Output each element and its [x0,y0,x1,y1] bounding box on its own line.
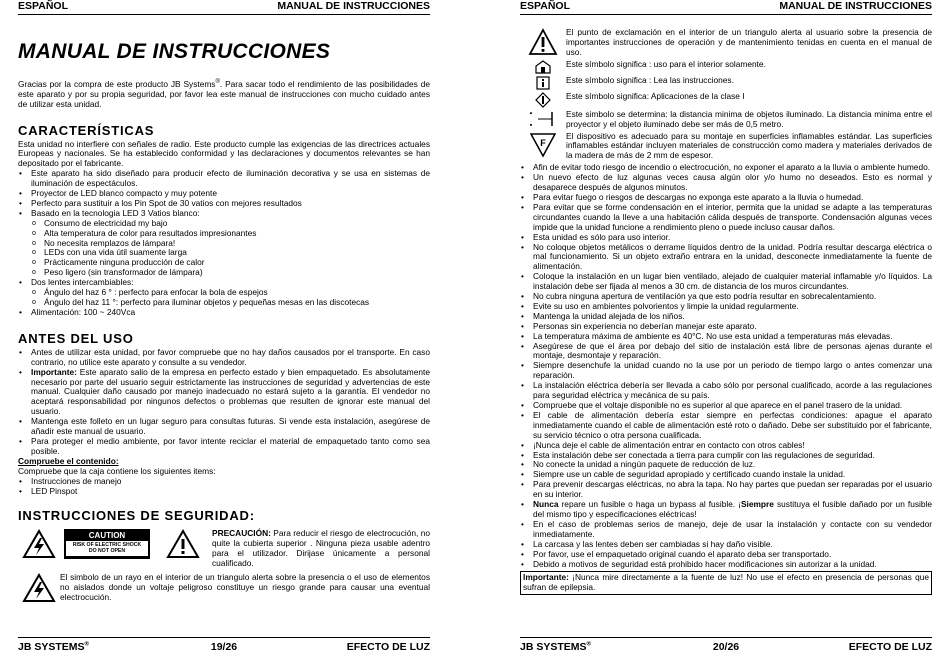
footer-brand: JB SYSTEMS® [18,641,89,653]
caution-subtitle-2: DO NOT OPEN [88,548,126,555]
list-item: • Este aparato ha sido diseñado para producir efecto de iluminación decorativa y se usa en sistemas de iluminación de espectáculos. [18,169,430,189]
header-language: ESPAÑOL [18,0,68,12]
symbol-text: El punto de exclamación en el interior de un triangulo alerta al usuario sobre la presencia de importantes instrucciones de operación y de mantenimiento tenidas en cuenta en el manual de uso. [566,27,932,57]
list-item: o Ángulo del haz 6 ° : perfecto para enfocar la bola de espejos [18,288,430,298]
list-item: o Ángulo del haz 11 °: perfecto para iluminar objetos y pequeñas mesas en las discotecas [18,298,430,308]
list-item: • Importante: Este aparato salio de la empresa en perfecto estado y bien empaquetado. Es absolutamente necesario por parte del usuario seguir estrictamente las instrucciones de seguridad y advertencias de este manual. Cualquier daño causado por manejo inadecuado no estará sujeto a la garantía. El vendedor no aceptará responsabilidad por ningunos defectos o problemas que resulten de ignorar este manual del usuario. [18,368,430,418]
list-item: • No coloque objetos metálicos o derrame líquidos dentro de la unidad. Podría resultar descarga eléctrica o mal funcionamiento. Si un objeto extraño entrara en la unidad, desconecte inmediatamente la fuente de alimentación. [520,243,932,273]
list-item: • Compruebe que el voltaje disponible no es superior al que aparece en el panel trasero de la unidad. [520,401,932,411]
list-item: • La carcasa y las lentes deben ser cambiadas si hay daño visible. [520,540,932,550]
list-item: • La instalación eléctrica debería ser llevada a cabo sólo por personal cualificado, acorde a las regulaciones para seguridad eléctrica y mecánica de su país. [520,381,932,401]
header-language: ESPAÑOL [520,0,570,12]
list-item: • Por favor, use el empaquetado original cuando el aparato deba ser transportado. [520,550,932,560]
list-item: o Peso ligero (sin transformador de lámpara) [18,268,430,278]
list-item: • Personas sin experiencia no deberían manejar este aparato. [520,322,932,332]
list-item: • La temperatura máxima de ambiente es 40°C. No use esta unidad a temperaturas más elevadas. [520,332,932,342]
list-item: • Proyector de LED blanco compacto y muy potente [18,189,430,199]
intro-paragraph: Gracias por la compra de este producto JB Systems®. Para sacar todo el rendimiento de las posibilidades de este aparato y por su propia seguridad, por favor lea este manual de instrucciones con mucho cuidado antes de utilizar esta unidad. [18,78,431,109]
svg-text:F: F [540,137,546,148]
list-item: • Mantenga este folleto en un lugar seguro para consultas futuras. Si vende esta instalación, asegúrese de añadir este manual de usuario. [18,417,430,437]
list-item: • Dos lentes intercambiables: o Ángulo del haz 6 ° : perfecto para enfocar la bola de espejos o Ángulo del haz 11 °: perfecto para iluminar objetos y pequeñas mesas en las discotecas [18,278,430,308]
list-item: • Siempre desenchufe la unidad cuando no la use por un periodo de tiempo largo o antes comenzar una reparación. [520,361,932,381]
symbol-row [520,76,932,90]
list-item: • Evite su uso en ambientes polvorientos y limpie la unidad regularmente. [520,302,932,312]
safety-heading: INSTRUCCIONES DE SEGURIDAD: [18,508,255,524]
lightning-triangle-icon [18,573,60,603]
page-header [18,0,430,15]
page-footer [520,637,932,654]
list-item: • ¡Nunca deje el cable de alimentación entrar en contacto con otros cables! [520,441,932,451]
contents-list [18,477,430,497]
precaution-text: PRECAUCIÓN: Para reducir el riesgo de electrocución, no quite la cubierta superior . Ninguna pieza usable adentro para el utilizador. Dirijase únicamente a personal cualificado. [212,528,430,569]
symbol-text: Este simbolo se determina: la distancia minima de objetos iluminado. La distancia minima entre el proyector y el objeto iluminado debe ser más de 0,5 metro. [566,108,932,129]
indoor-use-icon [520,60,566,74]
contents-heading: Compruebe el contenido: [18,455,119,466]
features-list [18,169,430,318]
list-item: o Consumo de electricidad my bajo [18,219,430,229]
important-note: Importante: ¡Nunca mire directamente a la fuente de luz! No use el efecto en presencia de personas que sufran de epilepsia. [520,571,932,595]
before-use-heading: ANTES DEL USO [18,330,134,346]
list-item: o No necesita remplazos de lámpara! [18,239,430,249]
list-item: • El cable de alimentación debería estar siempre en perfectas condiciones: apague el aparato inmediatamente cuando el cable de alimentación esté roto o dañado. Debe ser substituido por el fabricante, su servicio técnico o otra persona cualificada. [520,411,932,441]
list-item: • Basado en la tecnologia LED 3 Vatios blanco: o Consumo de electricidad my bajo o Alta temperatura de color para resultados impresionantes o No necesita remplazos de lámpara! o LEDs con una vida útil suamente larga o Prácticamente ninguna producción de calor o Peso ligero (sin transformador de lámpara) [18,209,430,278]
list-item: • Para proteger el medio ambiente, por favor intente reciclar el material de empaquetado tanto como sea posible. [18,437,430,457]
list-item: • Para evitar que se forme condensación en el interior, permita que la unidad se adapte a las temperaturas circundantes cuando la lleve a una habitación cálida después de transporte. Condensación algunas veces impide que la unidad funcione a rendimiento pleno o puede incluso causar daños. [520,203,932,233]
caution-row [18,529,430,569]
list-item: • No cubra ninguna apertura de ventilación ya que esto podría resultar en sobrecalentamiento. [520,292,932,302]
list-item: • LED Pinspot [18,487,430,497]
caution-label [64,529,150,559]
symbol-row [520,92,932,108]
symbol-text: Este símbolo significa : Lea las instrucciones. [566,74,734,85]
list-item: • Para evitar fuego o riesgos de descargas no exponga este aparato a la lluvia o humedad. [520,193,932,203]
page-number: 19/26 [210,641,238,653]
list-item: • Mantenga la unidad alejada de los niños. [520,312,932,322]
list-item: • Afin de evitar todo riesgo de incendio o electrocución, no exponer el aparato a la lluvia o ambiente humedo. [520,163,932,173]
contents-intro: Compruebe que la caja contiene los siguientes items: [18,465,216,476]
list-item: o Prácticamente ninguna producción de calor [18,258,430,268]
features-heading: CARACTERÍSTICAS [18,122,155,138]
lightning-triangle-icon [18,529,60,569]
exclamation-triangle-icon [154,529,212,569]
symbol-text: Este símbolo significa : uso para el interior solamente. [566,58,766,69]
symbol-row [520,132,932,162]
lightning-text: El simbolo de un rayo en el interior de un triangulo alerta sobre la presencia o el uso de elementos no aislados donde un voltaje peligroso constituye un riesgo grande para causar una eventual electrocución. [60,572,430,602]
features-intro: Esta unidad no interfiere con señales de radio. Este producto cumple las exigencias de las directrices actuales Europeas y nacionales. Se ha establecido conformidad y las declaraciones y documentos relevantes se han depositado por el fabricante. [18,138,430,169]
min-distance-icon [520,110,566,128]
class-one-icon [520,92,566,108]
list-item: • Siempre use un cable de seguridad apropiado y certificado cuando instale la unidad. [520,470,932,480]
manual-title: MANUAL DE INSTRUCCIONES [18,40,331,63]
list-item: o LEDs con una vida útil suamente larga [18,248,430,258]
header-title: MANUAL DE INSTRUCCIONES [277,0,430,12]
page-left [18,0,430,654]
list-item: • Debido a motivos de seguridad está prohibido hacer modificaciones sin autorizar a la unidad. [520,560,932,570]
symbol-text: Este símbolo significa: Aplicaciones de la clase I [566,90,745,101]
list-item: • Antes de utilizar esta unidad, por favor compruebe que no hay daños causados por el transporte. En caso contrario, no utilice este aparato y consulte a su vendedor. [18,348,430,368]
list-item: • Coloque la instalación en un lugar bien ventilado, alejado de cualquier material inflamable y/o líquidos. La instalación debe ser fijada al menos a 30 cm. de distancia de los muros circundantes. [520,272,932,292]
list-item: • No conecte la unidad a ningún paquete de reducción de luz. [520,460,932,470]
lenses-sublist [18,288,430,308]
list-item: • Asegúrese de que el área por debajo del sitio de instalación está libre de personas ajenas durante el montaje, desmontaje y reparación. [520,342,932,362]
exclamation-triangle-icon [520,28,566,56]
list-item: • Perfecto para sustituir a los Pin Spot de 30 vatios con mejores resultados [18,199,430,209]
symbol-row [520,60,932,74]
footer-brand: JB SYSTEMS® [520,641,591,653]
safety-list [520,163,932,569]
list-item: • Instrucciones de manejo [18,477,430,487]
page-body [520,28,932,595]
before-use-list [18,348,430,457]
page-number: 20/26 [712,641,740,653]
page-body [18,40,430,603]
list-item: • Para prevenir descargas eléctricas, no abra la tapa. No hay partes que puedan ser reparadas por el usuario en su interior. [520,480,932,500]
caution-subtitle: RISK OF ELECTRIC SHOCK [72,542,142,549]
symbol-row [520,28,932,58]
list-item: • En el caso de problemas serios de manejo, deje de usar la instalación y contacte con su vendedor inmediatamente. [520,520,932,540]
footer-product: EFECTO DE LUZ [346,641,430,653]
caution-title: CAUTION [88,531,126,541]
list-item: o Alta temperatura de color para resultados impresionantes [18,229,430,239]
lightning-row [18,573,430,603]
symbol-row [520,110,932,130]
header-title: MANUAL DE INSTRUCCIONES [779,0,932,12]
page-footer [18,637,430,654]
page-right [520,0,932,654]
list-item: • Un nuevo efecto de luz algunas veces causa algún olor y/o humo no deseados. Esto es normal y desaparece después de algunos minutos. [520,173,932,193]
list-item: • Esta unidad es sólo para uso interior. [520,233,932,243]
read-manual-icon [520,76,566,90]
page-header [520,0,932,15]
flammable-surface-icon [520,132,566,158]
list-item: • Alimentación: 100 ~ 240Vca [18,308,430,318]
list-item: • Esta instalación debe ser conectada a tierra para cumplir con las regulaciones de seguridad. [520,451,932,461]
symbol-text: El dispositivo es adecuado para su montaje en superficies inflamables estándar. Las superficies inflamables estándar incluyen materiales de construcción como madera y materiales derivados de la madera de más de 2 mm de espesor. [566,130,932,161]
footer-product: EFECTO DE LUZ [848,641,932,653]
led-sublist [18,219,430,278]
list-item: • Nunca repare un fusible o haga un bypass al fusible. ¡Siempre sustituya el fusible dañado por un fusible del mismo tipo y especificaciones eléctricas! [520,500,932,520]
